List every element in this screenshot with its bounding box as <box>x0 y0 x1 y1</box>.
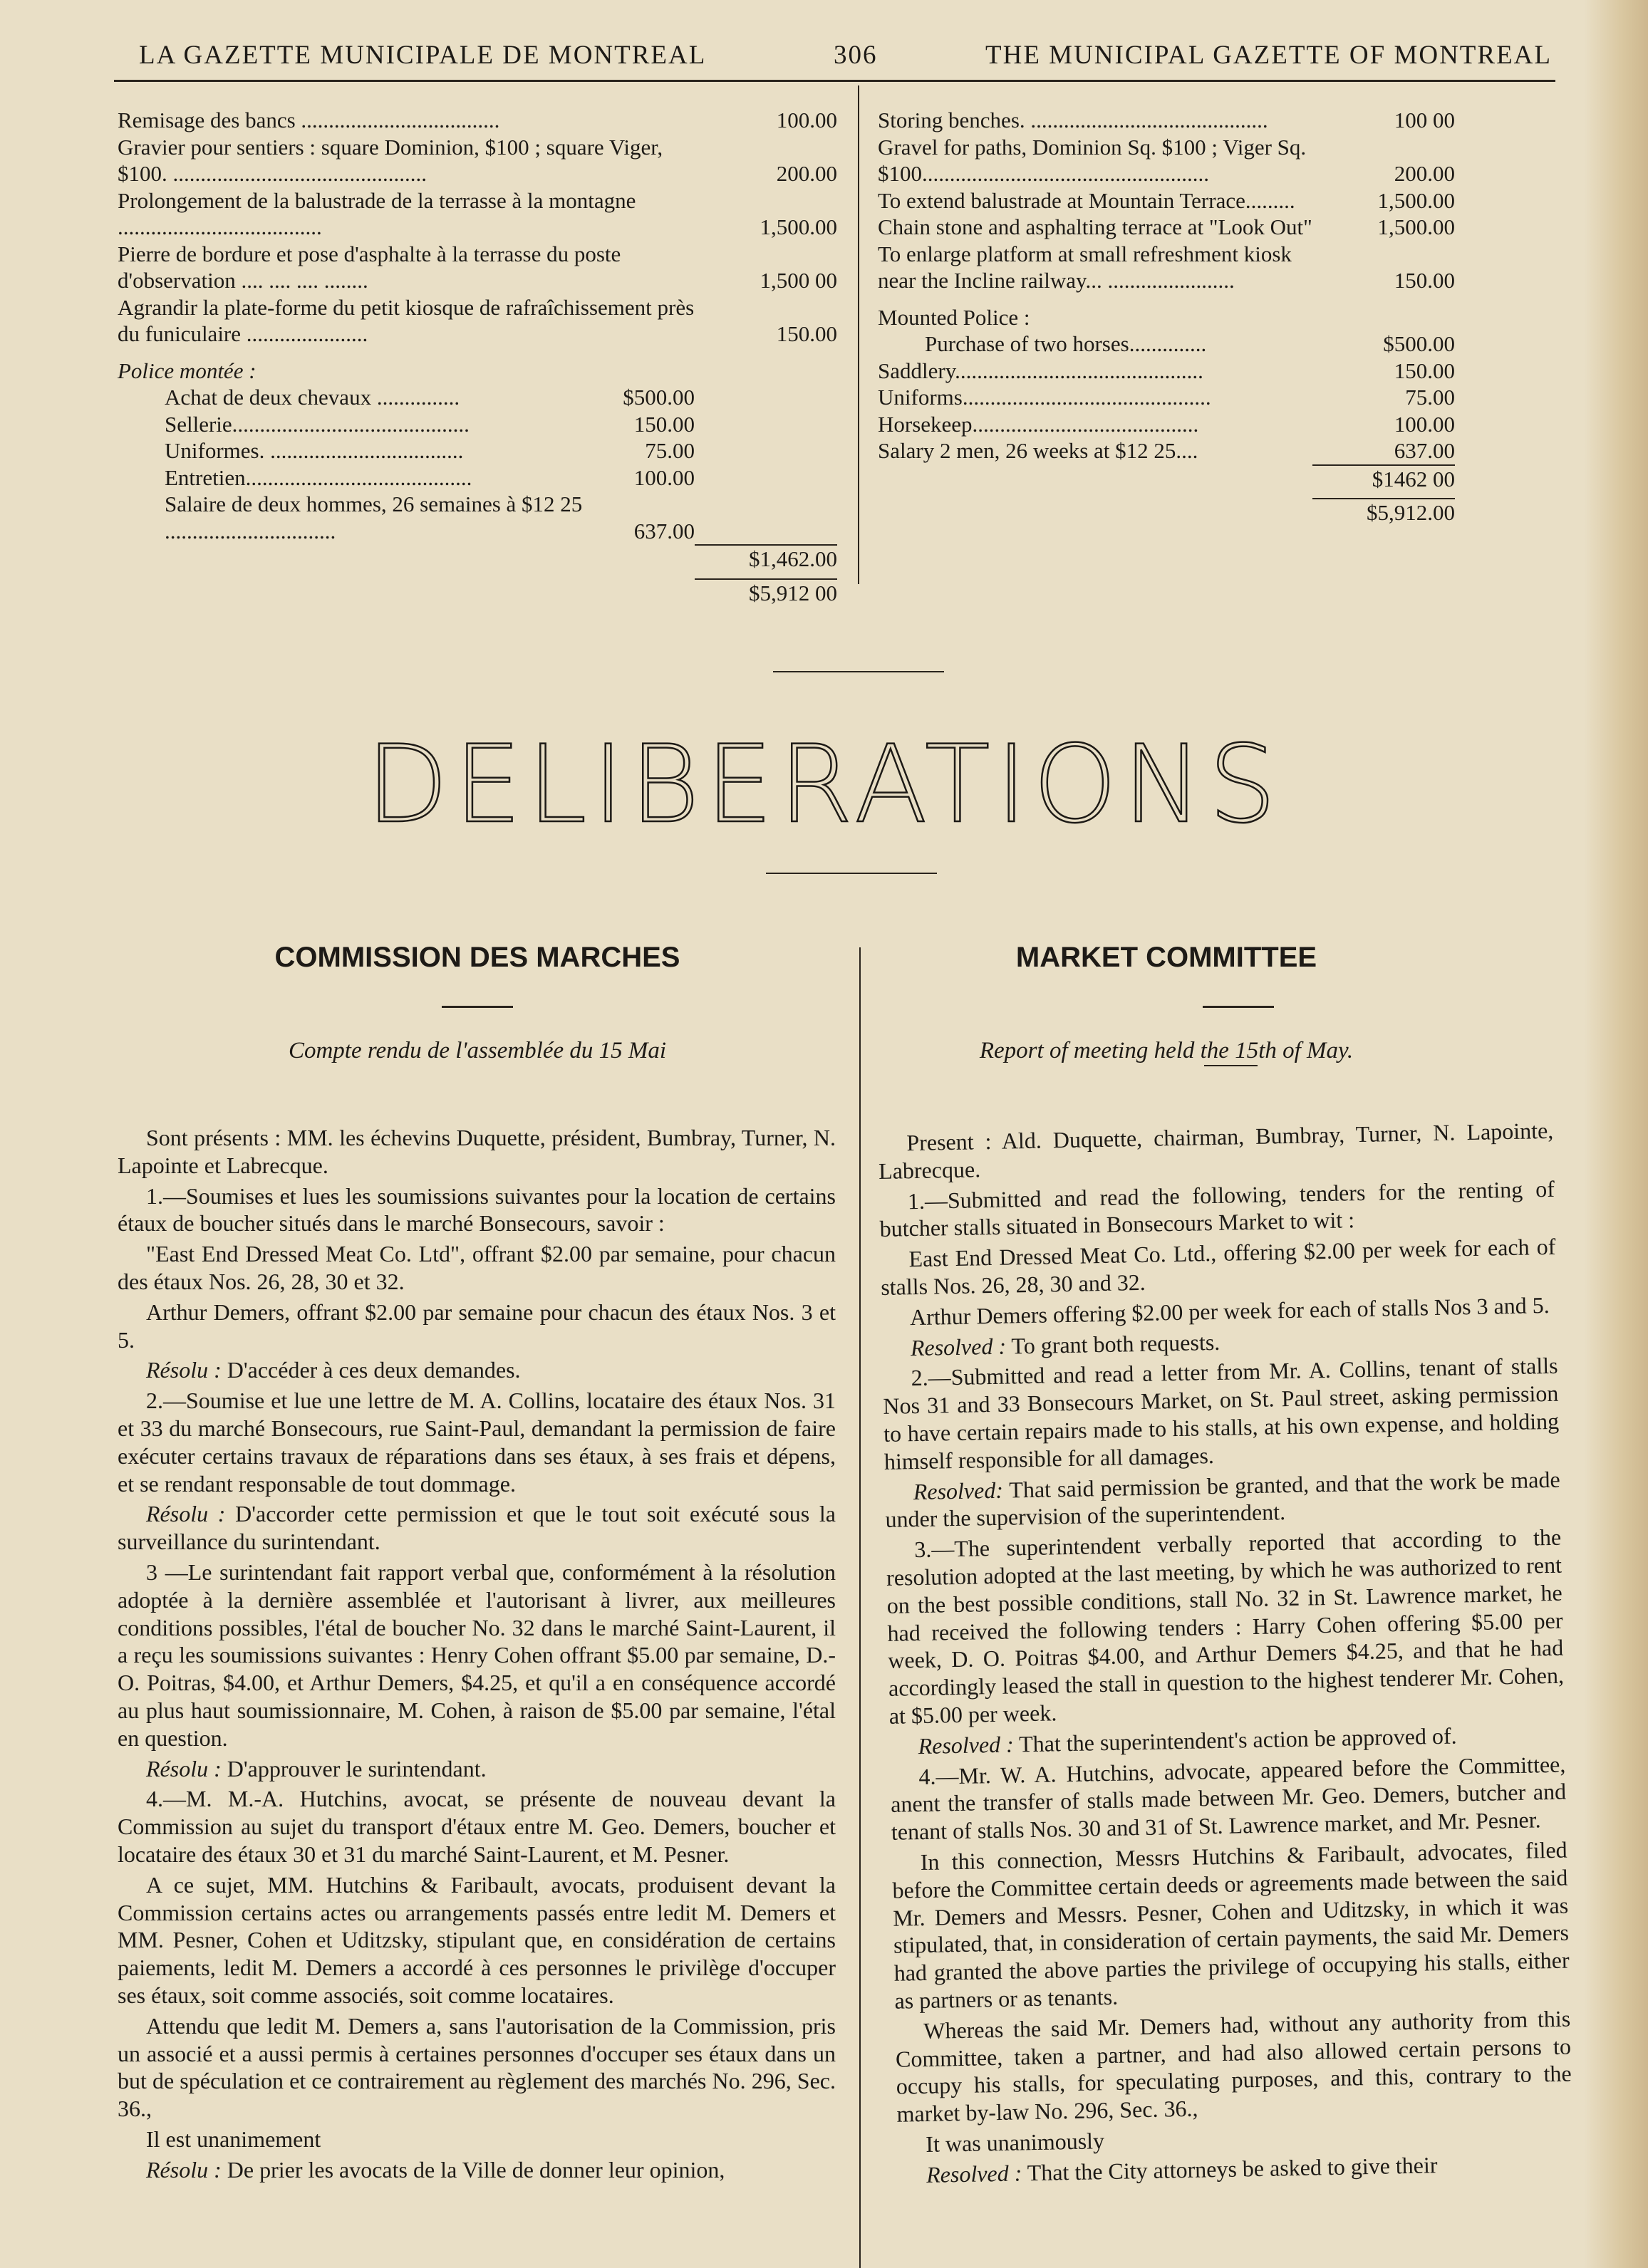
resolution: Résolu : D'approuver le surintendant. <box>146 1755 487 1781</box>
list-item: To enlarge platform at small refreshment kiosk near the Incline railway... ....................... 150.00 <box>878 241 1455 293</box>
police-label: Police montée : <box>118 358 256 383</box>
list-item: Agrandir la plate-forme du petit kiosque de rafraîchissement près du funiculaire ...................... 150.00 <box>118 294 837 346</box>
top-column-divider <box>858 85 859 584</box>
resolution: Resolved : To grant both requests. <box>910 1328 1221 1361</box>
paragraph: East End Dressed Meat Co. Ltd., offering $2.00 per week for each of stalls Nos. 26, 28, 30 and 32. <box>880 1233 1556 1300</box>
paragraph: 4.—Mr. W. A. Hutchins, advocate, appeared before the Committee, anent the transfer of stalls made between Mr. Geo. Demers, butcher and tenant of stalls Nos. 30 and 31 of St. Lawrence market, and Mr. Pesner. <box>890 1751 1567 1845</box>
paragraph: 1.—Submitted and read the following, tenders for the renting of butcher stalls situated in Bonsecours Market to wit : <box>879 1175 1555 1242</box>
paragraph: 4.—M. M.-A. Hutchins, avocat, se présente de nouveau devant la Commission au sujet du transport d'étaux entre M. Geo. Demers, boucher et locataire des étaux 30 et 31 du marché Saint-Laurent, et M. Pesner. <box>118 1786 836 1867</box>
resolution: Résolu : D'accorder cette permission et que le tout soit exécuté sous la surveillance du surintendant. <box>118 1501 836 1555</box>
list-item: Uniforms............................................. 75.00 <box>878 385 1455 410</box>
title-rule-top <box>773 671 944 672</box>
list-item: Pierre de bordure et pose d'asphalte à la terrasse du poste d'observation .... .... .... ........ 1,500 00 <box>118 241 837 293</box>
page-edge-shadow <box>1584 0 1648 2268</box>
paragraph: 3.—The superintendent verbally reported that according to the resolution adopted at the last meeting, by which he was authorized to rent on the best possible conditions, stall No. 32 in St. Lawrence market, he had received the following tenders : Harry Cohen offering $5.00 per week, D. O. Poitras $4.00, and Arthur Demers $4.25, and that he had accordingly leased the stall in question to the highest tenderer Mr. Cohen, at $5.00 per week. <box>886 1524 1565 1729</box>
list-item: Gravel for paths, Dominion Sq. $100 ; Viger Sq. $100.................................................... 200.00 <box>878 134 1455 186</box>
english-minutes <box>878 1117 1573 2192</box>
resolution: Resolved : That the City attorneys be asked to give their <box>926 2151 1438 2188</box>
police-subtotal: $1462 00 <box>878 464 1455 493</box>
list-item: Sellerie........................................... 150.00 <box>165 411 695 437</box>
french-subheading: Compte rendu de l'assemblée du 15 Mai <box>288 1038 667 1063</box>
page-number: 306 <box>834 41 878 70</box>
paragraph: "East End Dressed Meat Co. Ltd", offrant $2.00 par semaine, pour chacun des étaux Nos. 26, 28, 30 et 32. <box>118 1241 836 1294</box>
english-heading: MARKET COMMITTEE <box>1015 942 1317 973</box>
list-item: Uniformes. ................................... 75.00 <box>165 438 695 463</box>
paragraph: Arthur Demers offering $2.00 per week for each of stalls Nos 3 and 5. <box>909 1291 1550 1330</box>
section-title: DELIBERATIONS <box>366 723 1282 847</box>
list-item: Horsekeep......................................... 100.00 <box>878 411 1455 437</box>
list-item: Saddlery............................................. 150.00 <box>878 358 1455 383</box>
resolution: Résolu : De prier les avocats de la Ville de donner leur opinion, <box>146 2156 725 2183</box>
page-header <box>139 40 1552 77</box>
header-english-title: THE MUNICIPAL GAZETTE OF MONTREAL <box>985 41 1552 70</box>
paragraph: In this connection, Messrs Hutchins & Faribault, advocates, filed before the Committee certain deeds or agreements made between the said Mr. Demers and Messrs. Pesner, Cohen and Uditzsky, in which it was stipulated, that, in consideration of certain payments, the said Mr. Demers had granted the above parties the privilege of occupying his stalls, either as partners or as tenants. <box>892 1836 1570 2014</box>
title-rule-bottom <box>766 873 937 874</box>
paragraph: Sont présents : MM. les échevins Duquette, président, Bumbray, Turner, N. Lapointe et Labrecque. <box>118 1125 836 1178</box>
list-item: Achat de deux chevaux ............... $500.00 <box>165 385 695 410</box>
french-budget-list <box>118 107 837 606</box>
list-item: Salaire de deux hommes, 26 semaines à $12 25 ............................... 637.00 <box>165 491 695 543</box>
police-label: Mounted Police : <box>878 304 1030 330</box>
resolution: Résolu : D'accéder à ces deux demandes. <box>146 1357 521 1383</box>
paragraph: 1.—Soumises et lues les soumissions suivantes pour la location de certains étaux de boucher situés dans le marché Bonsecours, savoir : <box>118 1182 836 1237</box>
french-minutes <box>118 1124 836 2186</box>
english-subheading: Report of meeting held the 15th of May. <box>979 1038 1354 1063</box>
header-rule <box>114 80 1555 82</box>
french-heading: COMMISSION DES MARCHES <box>274 942 680 973</box>
paragraph: Present : Ald. Duquette, chairman, Bumbray, Turner, N. Lapointe, Labrecque. <box>878 1117 1554 1184</box>
list-item: Chain stone and asphalting terrace at "Look Out" 1,500.00 <box>878 214 1455 239</box>
bottom-column-divider <box>859 947 861 2268</box>
heading-rule <box>1203 1006 1274 1008</box>
police-subtotal: $1,462.00 <box>118 544 837 573</box>
list-item: Prolongement de la balustrade de la terrasse à la montagne ..................................... 1,500.00 <box>118 187 837 239</box>
list-item: Remisage des bancs .................................... 100.00 <box>118 108 837 132</box>
paragraph: 2.—Soumise et lue une lettre de M. A. Collins, locataire des étaux Nos. 31 et 33 du marché Bonsecours, rue Saint-Paul, demandant la permission de faire exécuter certains travaux de réparations dans ses étaux, à ses frais et dépens, et se rendant responsable de tout dommage. <box>118 1388 836 1497</box>
list-item: Salary 2 men, 26 weeks at $12 25.... 637.00 <box>878 438 1455 463</box>
paragraph: Il est unanimement <box>146 2126 321 2152</box>
english-budget-list <box>878 107 1455 526</box>
paragraph: A ce sujet, MM. Hutchins & Faribault, avocats, produisent devant la Commission certains actes ou arrangements passés entre ledit M. Demers et MM. Pesner, Cohen et Uditzsky, stipulant que, en considération de certains paiements, ledit M. Demers a accordé à ces personnes le privilège d'occuper ses étaux, soit comme associés, soit comme locataires. <box>118 1871 836 2008</box>
list-item: To extend balustrade at Mountain Terrace......... 1,500.00 <box>878 187 1455 213</box>
paragraph: Whereas the said Mr. Demers had, without any authority from this Committee, taken a partner, and had also allowed certain persons to occupy his stalls, for speculating purposes, and this, contrary to the market by-law No. 296, Sec. 36., <box>895 2005 1572 2127</box>
paragraph: Arthur Demers, offrant $2.00 par semaine pour chacun des étaux Nos. 3 et 5. <box>118 1299 836 1353</box>
header-french-title: LA GAZETTE MUNICIPALE DE MONTREAL <box>139 41 707 70</box>
resolution: Resolved : That the superintendent's action be approved of. <box>918 1722 1457 1759</box>
resolution: Resolved: That said permission be granted, and that the work be made under the supervision of the superintendent. <box>885 1466 1560 1533</box>
subheading-rule <box>1204 1065 1258 1066</box>
heading-rule <box>442 1006 513 1008</box>
paragraph: It was unanimously <box>926 2128 1105 2157</box>
grand-total: $5,912 00 <box>118 578 837 607</box>
paragraph: 2.—Submitted and read a letter from Mr. A. Collins, tenant of stalls Nos 31 and 33 Bonsecours Market, on St. Paul street, asking permission to have certain repairs made to his stalls, at his own expense, and holding himself responsible for all damages. <box>883 1353 1560 1474</box>
paragraph: Attendu que ledit M. Demers a, sans l'autorisation de la Commission, pris un associé et a aussi permis à certaines personnes d'occuper ses étaux dans un but de spéculation et ce contrairement au règlement des marchés No. 296, Sec. 36., <box>118 2012 836 2122</box>
grand-total: $5,912.00 <box>878 498 1455 526</box>
list-item: Entretien......................................... 100.00 <box>165 464 695 490</box>
paragraph: 3 —Le surintendant fait rapport verbal que, conformément à la résolution adoptée à la dernière assemblée et l'autorisant à livrer, aux meilleures conditions possibles, l'étal de boucher No. 32 dans le marché Saint-Laurent, il a reçu les soumissions suivantes : Henry Cohen offrant $5.00 par semaine, D.-O. Poitras, $4.00, et Arthur Demers, $4.25, et qu'il a en conséquence accordé au plus haut soumissionnaire, M. Cohen, à raison de $5.00 par semaine, l'étal en question. <box>118 1559 836 1751</box>
list-item: Gravier pour sentiers : square Dominion, $100 ; square Viger, $100. .............................................. 200.00 <box>118 134 837 186</box>
list-item: Storing benches. ........................................... 100 00 <box>878 108 1455 132</box>
list-item: Purchase of two horses.............. $500.00 <box>925 331 1455 356</box>
